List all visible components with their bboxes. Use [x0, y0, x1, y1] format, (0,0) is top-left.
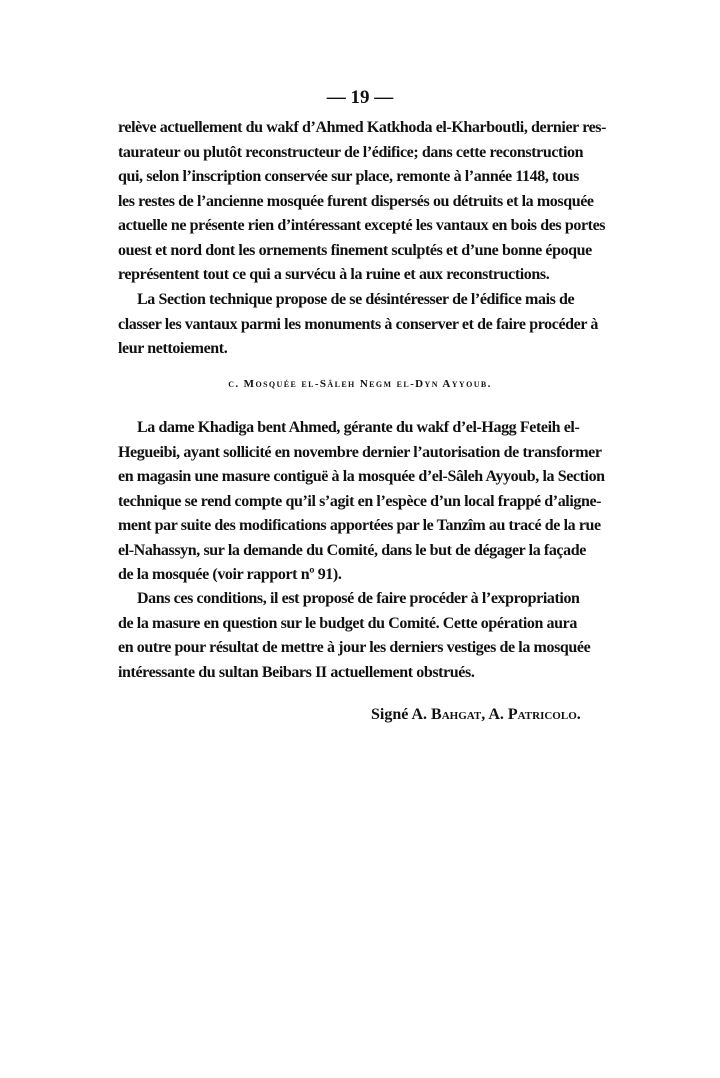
signature-separator: , A.: [481, 706, 508, 723]
text-line: technique se rend compte qu’il s’agit en l’espèce d’un local frappé d’aligne-: [118, 492, 602, 510]
text-line: de la mosquée (voir rapport nº 91).: [118, 566, 342, 583]
text-line: ment par suite des modifications apportées par le Tanzîm au tracé de la rue: [118, 517, 601, 534]
text-line: qui, selon l’inscription conservée sur place, remonte à l’année 1148, tous: [118, 168, 579, 185]
text-line: en magasin une masure contiguë à la mosquée d’el-Sâleh Ayyoub, la Section: [118, 468, 605, 485]
text-line: Dans ces conditions, il est proposé de faire procéder à l’expropriation: [137, 590, 580, 607]
page-number: — 19 —: [326, 87, 394, 108]
paragraph-2: [118, 288, 598, 362]
text-line: leur nettoiement.: [118, 340, 228, 357]
paragraph-4: [118, 587, 598, 685]
text-line: classer les vantaux parmi les monuments à conserver et de faire procéder à: [118, 315, 598, 333]
text-line: représentent tout ce qui a survécu à la ruine et aux reconstructions.: [118, 266, 550, 283]
paragraph-3: [118, 416, 605, 588]
text-line: les restes de l’ancienne mosquée furent dispersés ou détruits et la mosquée: [118, 192, 594, 210]
text-line: La dame Khadiga bent Ahmed, gérante du wakf d’el-Hagg Feteih el-: [137, 419, 580, 436]
signature-end: .: [576, 706, 581, 723]
text-line: intéressante du sultan Beibars II actuellement obstrués.: [118, 663, 475, 681]
section-heading: c. Mosquée el-Sâleh Negm el-Dyn Ayyoub.: [228, 378, 492, 390]
text-line: actuelle ne présente rien d’intéressant excepté les vantaux en bois des portes: [118, 217, 606, 234]
text-line: en outre pour résultat de mettre à jour les derniers vestiges de la mosquée: [118, 639, 591, 656]
paragraph-1: [118, 116, 607, 288]
signature-prefix: Signé A.: [371, 706, 432, 723]
text-line: La Section technique propose de se désintéresser de l’édifice mais de: [137, 291, 575, 308]
signatory-name: Bahgat: [431, 706, 482, 723]
text-line: el-Nahassyn, sur la demande du Comité, dans le but de dégager la façade: [118, 541, 586, 559]
text-line: relève actuellement du wakf d’Ahmed Katkhoda el-Kharboutli, dernier res-: [118, 119, 607, 136]
text-line: de la masure en question sur le budget du Comité. Cette opération aura: [118, 614, 577, 632]
signature: [371, 704, 581, 726]
text-line: Hegueibi, ayant sollicité en novembre dernier l’autorisation de transformer: [118, 443, 602, 461]
signatory-name: Patricolo: [507, 706, 577, 723]
text-line: taurateur ou plutôt reconstructeur de l’édifice; dans cette reconstruction: [118, 143, 584, 161]
text-line: ouest et nord dont les ornements finement sculptés et d’une bonne époque: [118, 241, 592, 259]
